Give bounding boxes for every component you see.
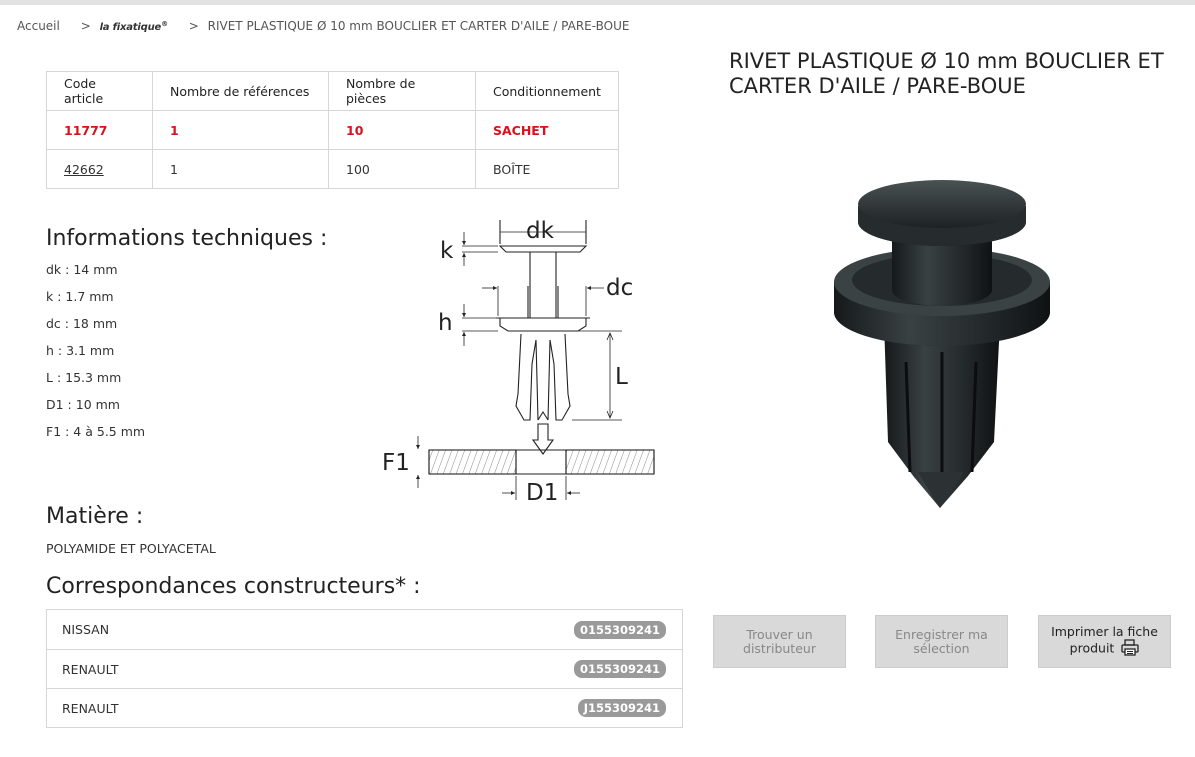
label-l: L bbox=[615, 364, 628, 390]
breadcrumb-current: RIVET PLASTIQUE Ø 10 mm BOUCLIER ET CARTER D'AILE / PARE-BOUE bbox=[207, 19, 630, 33]
maker-name: NISSAN bbox=[62, 622, 110, 637]
spec-k: k : 1.7 mm bbox=[46, 289, 114, 304]
breadcrumb-brand-link[interactable] bbox=[100, 20, 168, 33]
correspondences-list bbox=[46, 609, 683, 728]
label-d1: D1 bbox=[526, 480, 559, 506]
cell-packaging: BOÎTE bbox=[476, 150, 619, 189]
print-sheet-label-line1: Imprimer la fiche bbox=[1051, 623, 1158, 639]
cell-packaging: SACHET bbox=[476, 111, 619, 150]
oem-ref-badge: 0155309241 bbox=[574, 660, 666, 678]
product-title: RIVET PLASTIQUE Ø 10 mm BOUCLIER ET CARTER D'AILE / PARE-BOUE bbox=[729, 49, 1164, 98]
maker-name: RENAULT bbox=[62, 700, 119, 716]
col-conditionnement: Conditionnement bbox=[476, 72, 619, 111]
technical-drawing bbox=[378, 214, 658, 506]
material-value: POLYAMIDE ET POLYACETAL bbox=[46, 541, 216, 556]
cell-code bbox=[47, 111, 153, 150]
spec-l: L : 15.3 mm bbox=[46, 370, 122, 385]
breadcrumb-separator: > bbox=[80, 19, 91, 33]
brand-label: la fixatique bbox=[99, 22, 162, 33]
breadcrumb-home-link[interactable]: Accueil bbox=[17, 19, 60, 33]
label-h: h bbox=[438, 310, 453, 336]
table-header-row bbox=[47, 72, 619, 111]
col-nombre-references: Nombre de références bbox=[153, 72, 329, 111]
references-table bbox=[46, 71, 619, 189]
label-dc: dc bbox=[606, 275, 634, 301]
cell-refs: 1 bbox=[153, 111, 329, 150]
list-item bbox=[47, 649, 682, 688]
label-k: k bbox=[440, 238, 454, 264]
cell-refs: 1 bbox=[153, 150, 329, 189]
list-item bbox=[47, 688, 682, 727]
col-code-article: Code article bbox=[47, 72, 153, 111]
oem-ref-badge: 0155309241 bbox=[574, 621, 666, 639]
brand-mark: ® bbox=[161, 19, 168, 28]
save-selection-label-line1: Enregistrer ma bbox=[895, 626, 988, 642]
table-row[interactable] bbox=[47, 111, 619, 150]
label-f1: F1 bbox=[382, 450, 410, 476]
print-sheet-button[interactable] bbox=[1038, 615, 1171, 668]
oem-ref-badge: J155309241 bbox=[578, 699, 666, 717]
print-sheet-label-line2: produit bbox=[1069, 640, 1115, 655]
material-heading: Matière : bbox=[46, 504, 144, 529]
spec-dk: dk : 14 mm bbox=[46, 262, 118, 277]
save-selection-button[interactable] bbox=[875, 615, 1008, 668]
breadcrumb-separator: > bbox=[188, 19, 199, 33]
spec-list bbox=[46, 263, 145, 452]
find-distributor-label-line2: distributeur bbox=[743, 640, 816, 656]
spec-dc: dc : 18 mm bbox=[46, 316, 118, 331]
table-row[interactable] bbox=[47, 150, 619, 189]
breadcrumb bbox=[17, 19, 629, 33]
cell-pieces: 100 bbox=[329, 150, 476, 189]
spec-f1: F1 : 4 à 5.5 mm bbox=[46, 424, 146, 439]
spec-d1: D1 : 10 mm bbox=[46, 397, 120, 412]
col-nombre-pieces: Nombre de pièces bbox=[329, 72, 476, 111]
save-selection-label-line2: sélection bbox=[913, 640, 970, 656]
spec-h: h : 3.1 mm bbox=[46, 343, 115, 358]
cell-pieces: 10 bbox=[329, 111, 476, 150]
maker-name: RENAULT bbox=[62, 661, 119, 677]
product-image bbox=[822, 172, 1062, 514]
article-code-link[interactable]: 42662 bbox=[64, 161, 104, 177]
printer-icon bbox=[1121, 639, 1139, 659]
cell-code bbox=[47, 150, 153, 189]
find-distributor-button[interactable] bbox=[713, 615, 846, 668]
find-distributor-label-line1: Trouver un bbox=[746, 626, 813, 642]
list-item bbox=[47, 610, 682, 649]
correspondences-heading: Correspondances constructeurs* : bbox=[46, 574, 421, 599]
article-code-link[interactable]: 11777 bbox=[64, 122, 108, 138]
print-sheet-label-line2-wrap bbox=[1070, 639, 1140, 659]
technical-info-heading: Informations techniques : bbox=[46, 226, 328, 251]
label-dk: dk bbox=[526, 218, 554, 244]
top-bar bbox=[0, 0, 1195, 5]
